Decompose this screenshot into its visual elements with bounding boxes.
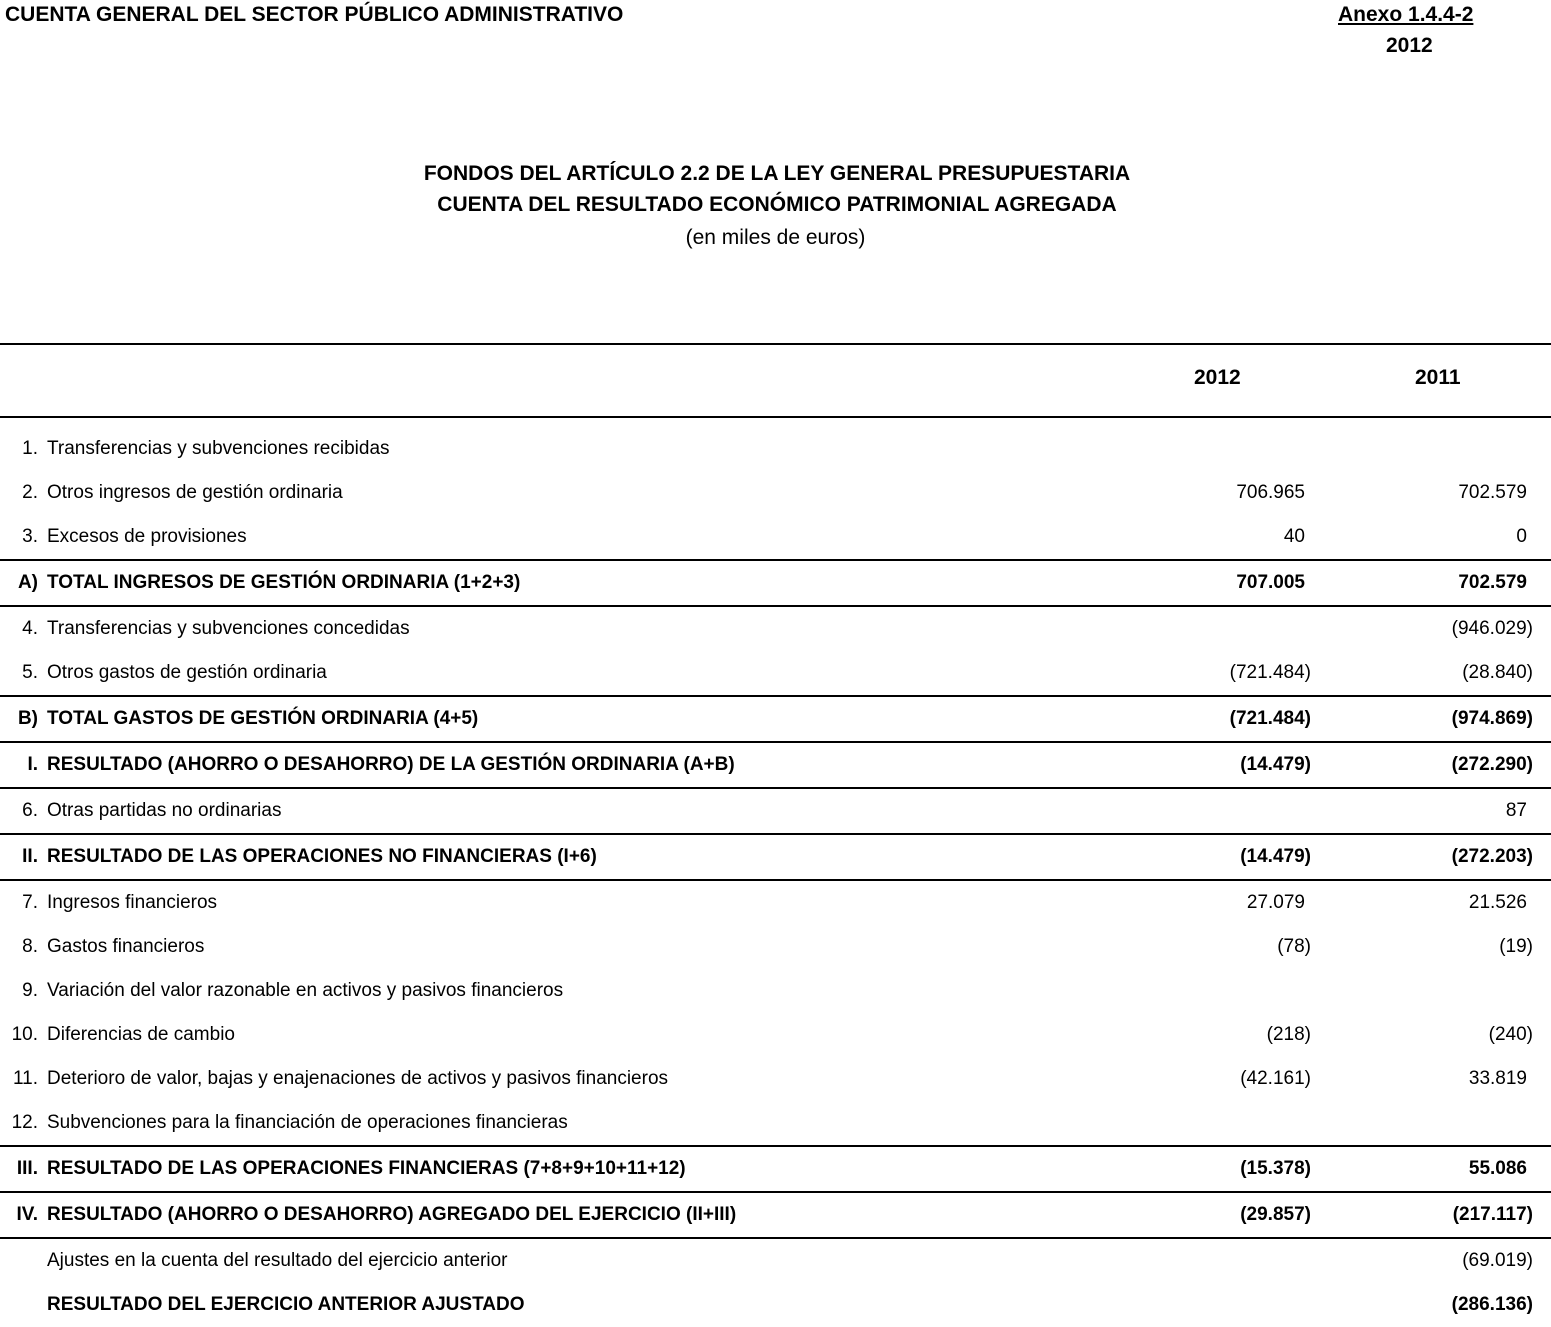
row-number: 1.: [22, 438, 38, 459]
value-2011: [1311, 1101, 1533, 1146]
row-label: Otros ingresos de gestión ordinaria: [47, 482, 343, 503]
row-number: II.: [0, 834, 47, 880]
row-number: [0, 1238, 47, 1283]
row-label: Deterioro de valor, bajas y enajenaciones de activos y pasivos financieros: [47, 1068, 669, 1089]
row-label: TOTAL INGRESOS DE GESTIÓN ORDINARIA (1+2+3): [47, 560, 1147, 606]
spacer: [1533, 969, 1551, 1013]
row-label: Diferencias de cambio: [47, 1024, 235, 1045]
report-titles: [0, 158, 1551, 255]
table-row: [0, 471, 1551, 515]
row-label: RESULTADO (AHORRO O DESAHORRO) DE LA GESTIÓN ORDINARIA (A+B): [47, 742, 1147, 788]
value-2011: 87: [1311, 788, 1533, 834]
row-number: 10.: [11, 1024, 38, 1045]
value-2012: [1147, 1101, 1311, 1146]
table-row: [0, 742, 1551, 788]
table-row: [0, 515, 1551, 560]
value-2012: (14.479): [1147, 834, 1311, 880]
row-label: Ajustes en la cuenta del resultado del ejercicio anterior: [47, 1238, 1147, 1283]
value-2012: (15.378): [1147, 1146, 1311, 1192]
row-label: RESULTADO (AHORRO O DESAHORRO) AGREGADO DEL EJERCICIO (II+III): [47, 1192, 1147, 1238]
row-number: 9.: [22, 980, 38, 1001]
table-top-rule: [0, 343, 1551, 345]
row-number: 4.: [0, 606, 47, 651]
row-number: B): [0, 696, 47, 742]
value-2012: (218): [1266, 1024, 1311, 1045]
value-2011: [1311, 969, 1533, 1013]
value-2011: (946.029): [1311, 606, 1533, 651]
table-row: [0, 1283, 1551, 1327]
table-row: [0, 1013, 1551, 1057]
spacer: [1533, 880, 1551, 925]
row-label: Transferencias y subvenciones recibidas: [47, 438, 390, 459]
spacer: [1533, 471, 1551, 515]
value-2011: 0: [1516, 526, 1527, 547]
value-2011: (69.019): [1311, 1238, 1533, 1283]
row-number: 12.: [11, 1112, 38, 1133]
value-2011: 702.579: [1311, 560, 1533, 606]
value-2012: (42.161): [1240, 1068, 1311, 1089]
report-units: (en miles de euros): [685, 226, 866, 249]
spacer: [1533, 1192, 1551, 1238]
spacer: [1533, 651, 1551, 696]
value-2012: 40: [1283, 526, 1305, 547]
value-2011: 55.086: [1311, 1146, 1533, 1192]
table-row: [0, 788, 1551, 834]
row-label: Subvenciones para la financiación de operaciones financieras: [47, 1112, 568, 1133]
table-row: [0, 560, 1551, 606]
table-row: [0, 1057, 1551, 1101]
spacer: [1533, 560, 1551, 606]
table-row: [0, 925, 1551, 969]
value-2012: [1147, 1238, 1311, 1283]
value-2011: 702.579: [1458, 482, 1527, 503]
spacer: [1533, 515, 1551, 560]
value-2012: 707.005: [1147, 560, 1311, 606]
table-row: [0, 1101, 1551, 1146]
row-label: Otras partidas no ordinarias: [47, 788, 1147, 834]
value-2011: (217.117): [1311, 1192, 1533, 1238]
value-2011: (272.290): [1311, 742, 1533, 788]
spacer: [1533, 1057, 1551, 1101]
row-label: Otros gastos de gestión ordinaria: [47, 662, 327, 683]
spacer: [1533, 696, 1551, 742]
report-title-line2: CUENTA DEL RESULTADO ECONÓMICO PATRIMONIAL AGREGADA: [437, 193, 1117, 216]
spacer: [1533, 742, 1551, 788]
row-number: 6.: [0, 788, 47, 834]
value-2012: [1147, 1283, 1311, 1327]
row-label: Transferencias y subvenciones concedidas: [47, 606, 1147, 651]
spacer: [1533, 834, 1551, 880]
value-2012: [1147, 969, 1311, 1013]
value-2011: (240): [1488, 1024, 1533, 1045]
value-2011: (974.869): [1311, 696, 1533, 742]
table-row: [0, 880, 1551, 925]
value-2011: 33.819: [1468, 1068, 1527, 1089]
row-label: RESULTADO DEL EJERCICIO ANTERIOR AJUSTADO: [47, 1294, 525, 1315]
spacer: [1533, 925, 1551, 969]
value-2011: [1311, 427, 1533, 471]
spacer: [1533, 1013, 1551, 1057]
value-2012: [1147, 788, 1311, 834]
row-number: 2.: [22, 482, 38, 503]
spacer: [1533, 788, 1551, 834]
row-label: Ingresos financieros: [47, 880, 1147, 925]
report-header-title: CUENTA GENERAL DEL SECTOR PÚBLICO ADMINISTRATIVO: [5, 3, 624, 26]
table-row: [0, 606, 1551, 651]
spacer: [1533, 1146, 1551, 1192]
row-number: 7.: [0, 880, 47, 925]
value-2011: (272.203): [1311, 834, 1533, 880]
row-label: RESULTADO DE LAS OPERACIONES FINANCIERAS (7+8+9+10+11+12): [47, 1146, 1147, 1192]
value-2011: (286.136): [1451, 1294, 1533, 1315]
table-row: [0, 1238, 1551, 1283]
table-row: [0, 1192, 1551, 1238]
table-row: [0, 1146, 1551, 1192]
row-number: A): [0, 560, 47, 606]
table-row: [0, 427, 1551, 471]
row-label: RESULTADO DE LAS OPERACIONES NO FINANCIERAS (I+6): [47, 834, 1147, 880]
row-number: 3.: [22, 526, 38, 547]
header-bottom-rule: [0, 416, 1551, 418]
row-number: [0, 1283, 47, 1327]
value-2011: (19): [1499, 936, 1533, 957]
table-row: [0, 834, 1551, 880]
table-row: [0, 651, 1551, 696]
annex-year: 2012: [1386, 34, 1433, 57]
value-2012: [1147, 606, 1311, 651]
value-2012: (721.484): [1229, 662, 1311, 683]
results-table: [0, 427, 1551, 1327]
row-label: Variación del valor razonable en activos y pasivos financieros: [47, 980, 564, 1001]
row-number: IV.: [0, 1192, 47, 1238]
spacer: [1533, 1283, 1551, 1327]
spacer: [1533, 1101, 1551, 1146]
annex-label: Anexo 1.4.4-2: [1338, 3, 1474, 26]
row-label: Excesos de provisiones: [47, 526, 247, 547]
value-2012: (14.479): [1147, 742, 1311, 788]
value-2012: 706.965: [1236, 482, 1305, 503]
row-number: 5.: [22, 662, 38, 683]
row-label: TOTAL GASTOS DE GESTIÓN ORDINARIA (4+5): [47, 696, 1147, 742]
value-2012: 27.079: [1147, 880, 1311, 925]
value-2011: (28.840): [1462, 662, 1533, 683]
row-label: Gastos financieros: [47, 936, 205, 957]
row-number: 8.: [22, 936, 38, 957]
row-number: I.: [0, 742, 47, 788]
table-row: [0, 696, 1551, 742]
value-2012: (29.857): [1147, 1192, 1311, 1238]
row-number: 11.: [12, 1068, 38, 1089]
value-2012: (78): [1277, 936, 1311, 957]
table-row: [0, 969, 1551, 1013]
column-header-2012: 2012: [1194, 366, 1241, 389]
value-2011: 21.526: [1311, 880, 1533, 925]
value-2012: [1147, 427, 1311, 471]
spacer: [1533, 1238, 1551, 1283]
column-header-2011: 2011: [1415, 366, 1461, 389]
report-title-line1: FONDOS DEL ARTÍCULO 2.2 DE LA LEY GENERAL PRESUPUESTARIA: [423, 162, 1131, 185]
row-number: III.: [0, 1146, 47, 1192]
spacer: [1533, 427, 1551, 471]
value-2012: (721.484): [1147, 696, 1311, 742]
spacer: [1533, 606, 1551, 651]
